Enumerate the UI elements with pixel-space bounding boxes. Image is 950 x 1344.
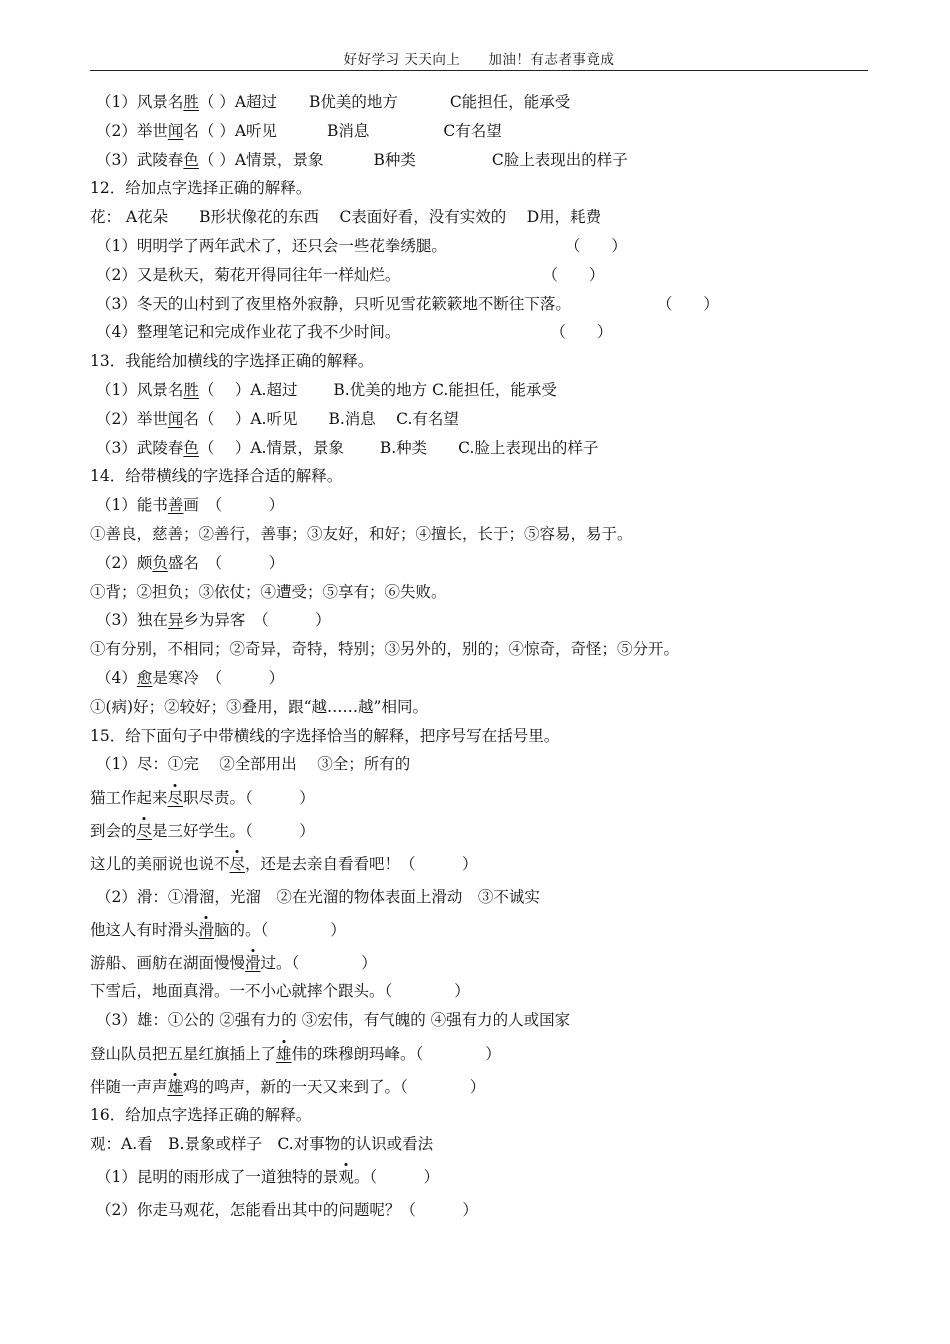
q15-group-1-head: （1）尽：①完 ②全部用出 ③全；所有的 (96, 755, 411, 774)
q15-group-2-sentence-1: 他这人有时滑头滑脑的。（ ） (90, 921, 346, 940)
q12-options: 花： A花朵 B形状像花的东西 C表面好看，没有实效的 D用，耗费 (90, 208, 602, 227)
q15-group-1-sentence-3: 这儿的美丽说也说不尽，还是去亲自看看吧！（ ） (90, 855, 478, 874)
worksheet-body (90, 88, 880, 1224)
q13-title: 13．我能给加横线的字选择正确的解释。 (90, 352, 374, 371)
q15-title: 15．给下面句子中带横线的字选择恰当的解释，把序号写在括号里。 (90, 726, 560, 745)
q15-group-1-sentence-1: 猫工作起来尽职尽责。（ ） (90, 789, 315, 808)
q14-item-4: （4）愈是寒冷 （ ） (96, 668, 285, 687)
q13-item-2: （2）举世闻名（ ）A.听见 B.消息 C.有名望 (96, 409, 459, 428)
q16-options: 观：A.看 B.景象或样子 C.对事物的认识或看法 (90, 1134, 434, 1153)
header-motto-right: 加油！有志者事竟成 (488, 52, 615, 68)
q15-group-3-head: （3）雄：①公的 ②强有力的 ③宏伟，有气魄的 ④强有力的人或国家 (96, 1010, 571, 1029)
q14-item-4-options: ①(病)好；②较好；③叠用，跟“越……越”相同。 (90, 697, 428, 716)
q15-group-1-sentence-2: 到会的尽是三好学生。（ ） (90, 822, 315, 841)
q15-group-2-head: （2）滑：①滑溜，光溜 ②在光溜的物体表面上滑动 ③不诚实 (96, 888, 540, 907)
q14-item-3-options: ①有分别，不相同；②奇异，奇特，特别；③另外的，别的；④惊奇，奇怪；⑤分开。 (90, 640, 680, 659)
q12-title: 12．给加点字选择正确的解释。 (90, 179, 312, 198)
q14-item-1: （1）能书善画 （ ） (96, 496, 285, 515)
q14-title: 14．给带横线的字选择合适的解释。 (90, 467, 343, 486)
q14-item-1-options: ①善良，慈善；②善行，善事；③友好，和好；④擅长，长于；⑤容易，易于。 (90, 524, 633, 543)
q13-item-1: （1）风景名胜（ ）A.超过 B.优美的地方 C.能担任，能承受 (96, 380, 557, 399)
q14-item-2-options: ①背；②担负；③依仗；④遭受；⑤享有；⑥失败。 (90, 582, 447, 601)
header-motto-left: 好好学习 天天向上 (343, 52, 461, 68)
q11-item-3: （3）武陵春色（ ）A情景，景象 B种类 C脸上表现出的样子 (96, 150, 628, 169)
q12-item-4: （4）整理笔记和完成作业花了我不少时间。 （ ） (96, 323, 613, 342)
q16-item-2: （2）你走马观花，怎能看出其中的问题呢？（ ） (96, 1201, 478, 1220)
q12-item-3: （3）冬天的山村到了夜里格外寂静，只听见雪花簌簌地不断往下落。 （ ） (96, 294, 719, 313)
q12-item-2: （2）又是秋天，菊花开得同往年一样灿烂。 （ ） (96, 265, 605, 284)
q15-group-2-sentence-2: 游船、画舫在湖面慢慢滑过。（ ） (90, 954, 377, 973)
q11-item-2: （2）举世闻名（ ）A听见 B消息 C有名望 (96, 121, 502, 140)
q11-item-1: （1）风景名胜（ ）A超过 B优美的地方 C能担任，能承受 (96, 93, 571, 111)
q16-item-1: （1）昆明的雨形成了一道独特的景观。（ ） (96, 1168, 440, 1187)
q13-item-3: （3）武陵春色（ ）A.情景，景象 B.种类 C.脸上表现出的样子 (96, 438, 599, 457)
q15-group-3-sentence-2: 伴随一声声雄鸡的鸣声，新的一天又来到了。（ ） (90, 1077, 486, 1096)
q16-title: 16．给加点字选择正确的解释。 (90, 1105, 312, 1124)
q15-group-3-sentence-1: 登山队员把五星红旗插上了雄伟的珠穆朗玛峰。（ ） (90, 1044, 501, 1063)
q14-item-3: （3）独在异乡为异客 （ ） (96, 611, 331, 630)
q15-group-2-sentence-3: 下雪后，地面真滑。一不小心就摔个跟头。（ ） (90, 982, 470, 1001)
q14-item-2: （2）颇负盛名 （ ） (96, 553, 285, 572)
page-header (90, 48, 868, 71)
q12-item-1: （1）明明学了两年武术了，还只会一些花拳绣腿。 （ ） (96, 236, 627, 255)
